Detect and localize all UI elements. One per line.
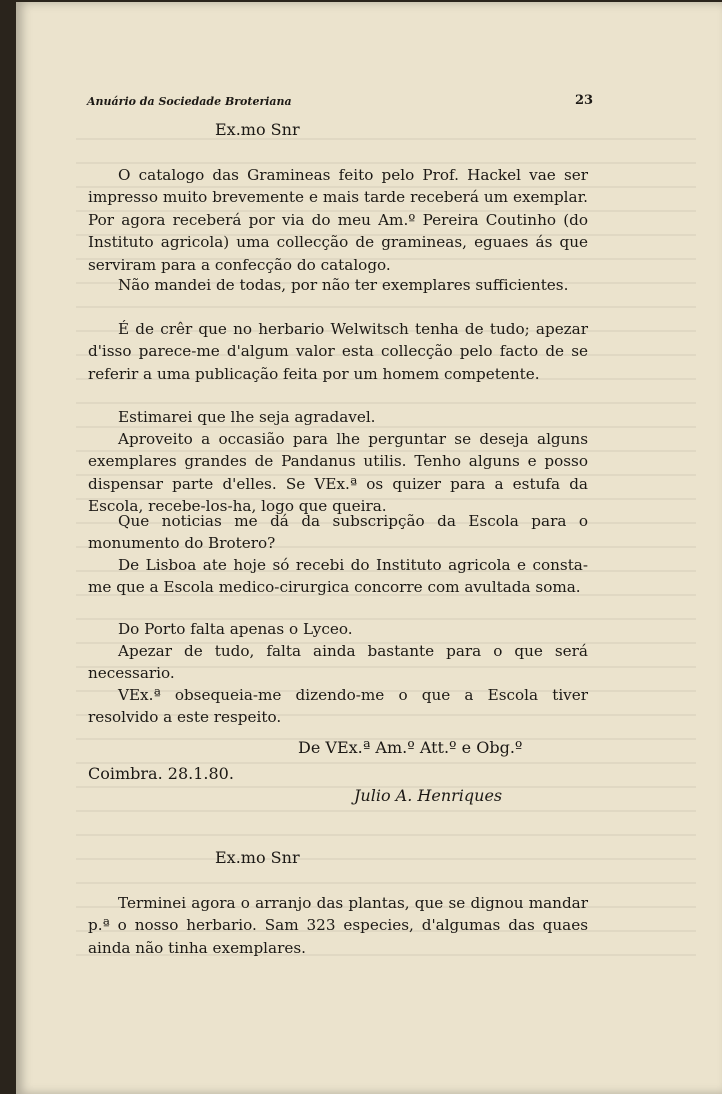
letter1-paragraph: De Lisboa ate hoje só recebi do Instituto agricola e consta-me que a Escola medico-cirurgica concorre com avultada soma. bbox=[88, 556, 588, 597]
letter1-paragraph: Aproveito a occasião para lhe perguntar se deseja alguns exemplares grandes de Pandanus utilis. Tenho alguns e posso dispensar parte d'elles. Se VEx.ª os quizer para a estufa da Escola, recebe-los-ha, logo que queira. bbox=[88, 430, 588, 516]
letter2-salutation: Ex.mo Snr bbox=[215, 848, 300, 867]
letter1-closing: De VEx.ª Am.º Att.º e Obg.º bbox=[298, 738, 523, 757]
running-head: Anuário da Sociedade Broteriana bbox=[87, 95, 292, 108]
letter1-signature: Julio A. Henriques bbox=[354, 786, 503, 805]
letter1-paragraph: Não mandei de todas, por não ter exemplares sufficientes. bbox=[118, 276, 569, 294]
letter1-place-date: Coimbra. 28.1.80. bbox=[88, 764, 234, 783]
letter1-paragraph: Estimarei que lhe seja agradavel. bbox=[118, 408, 376, 426]
letter1-paragraph: Que noticias me dá da subscripção da Escola para o monumento do Brotero? bbox=[88, 512, 588, 553]
letter1-paragraph: Do Porto falta apenas o Lyceo. bbox=[118, 620, 353, 638]
letter1-salutation: Ex.mo Snr bbox=[215, 120, 300, 139]
letter1-paragraph: É de crêr que no herbario Welwitsch tenha de tudo; apezar d'isso parece-me d'algum valor esta collecção pelo facto de se referir a uma publicação feita por um homem competente. bbox=[88, 320, 588, 383]
letter1-paragraph: VEx.ª obsequeia-me dizendo-me o que a Escola tiver resolvido a este respeito. bbox=[88, 686, 588, 727]
letter1-paragraph: Apezar de tudo, falta ainda bastante para o que será necessario. bbox=[88, 642, 588, 683]
letter2-paragraph: Terminei agora o arranjo das plantas, que se dignou mandar p.ª o nosso herbario. Sam 323 especies, d'algumas das quaes ainda não tinha exemplares. bbox=[88, 894, 588, 957]
letter1-paragraph: O catalogo das Gramineas feito pelo Prof. Hackel vae ser impresso muito brevemente e mais tarde receberá um exemplar. Por agora receberá por via do meu Am.º Pereira Coutinho (do Instituto agricola) uma collecção de gramineas, eguaes ás que serviram para a confecção do catalogo. bbox=[88, 166, 588, 274]
page-number: 23 bbox=[575, 93, 594, 108]
